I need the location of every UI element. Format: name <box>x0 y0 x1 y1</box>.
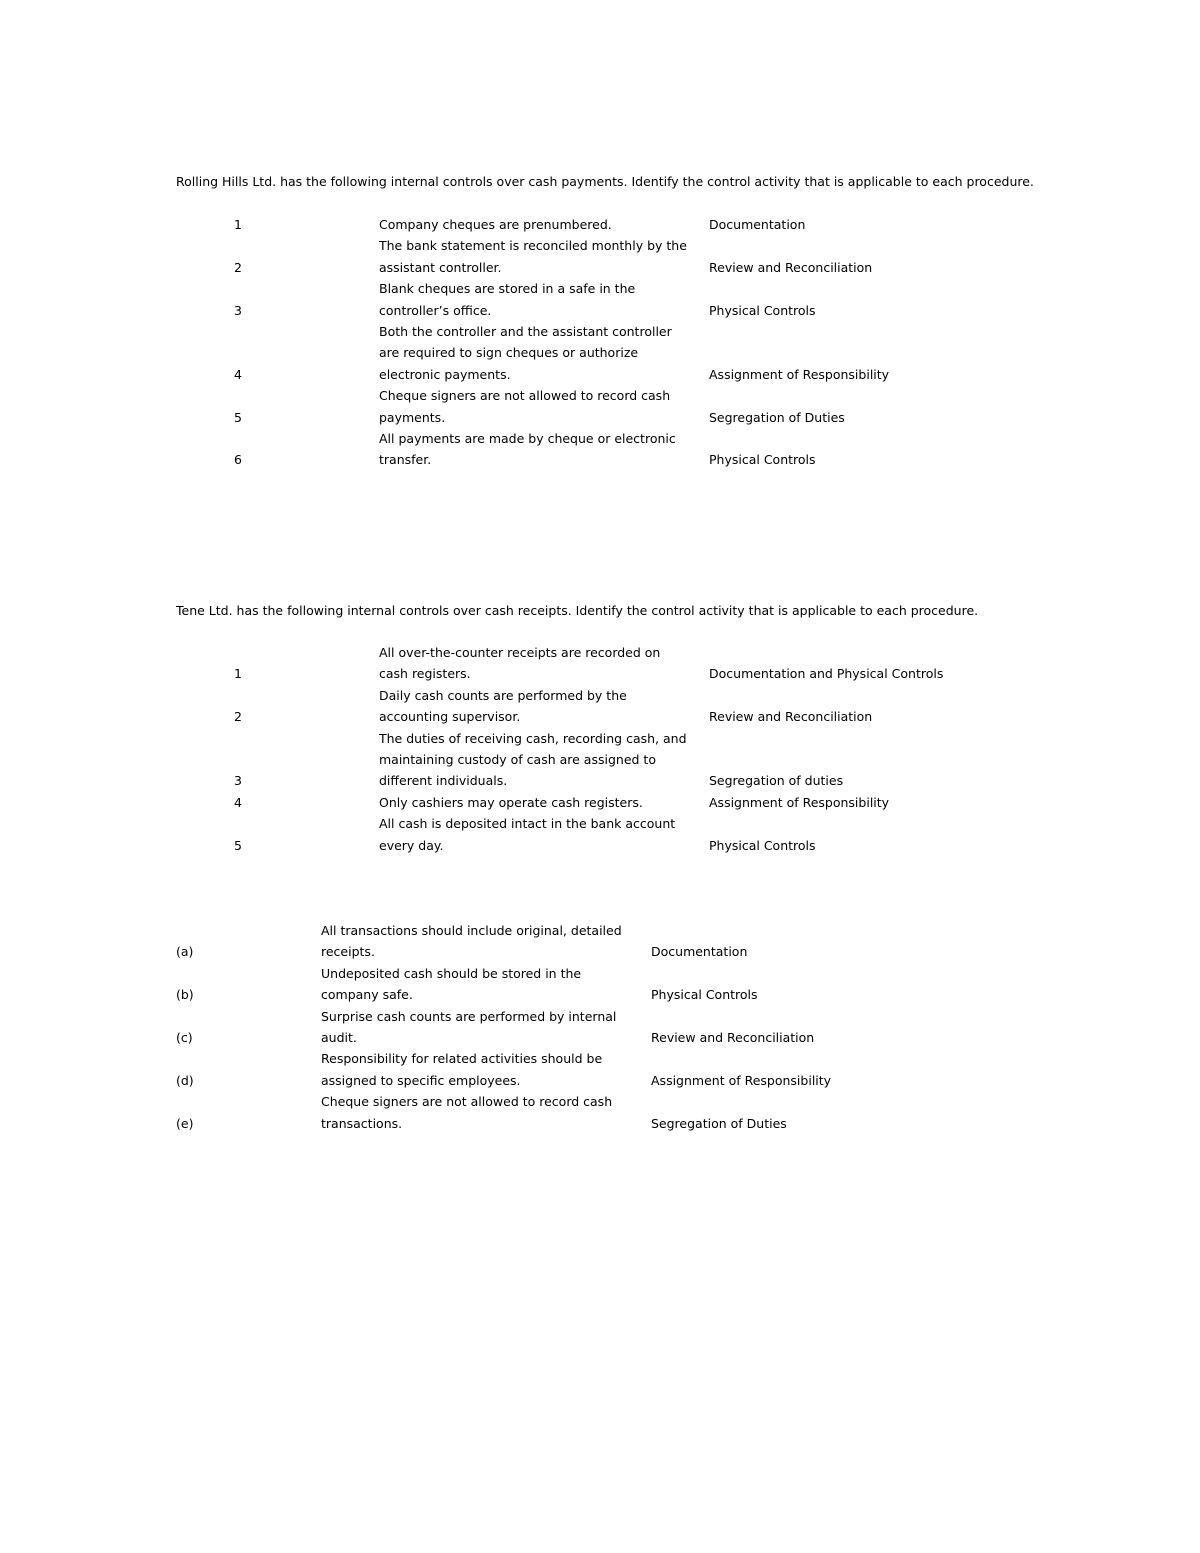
procedure-row <box>0 1006 1200 1049</box>
procedure-number: 5 <box>234 409 242 425</box>
control-activity: Physical Controls <box>709 452 816 468</box>
procedure-row <box>0 963 1200 1006</box>
procedure-row <box>0 385 1200 428</box>
procedure-row <box>0 1091 1200 1134</box>
control-activity: Assignment of Responsibility <box>709 366 890 382</box>
procedure-description-line: All over-the-counter receipts are recorded on <box>379 645 661 660</box>
procedure-number: 2 <box>234 259 242 275</box>
procedure-row <box>0 642 1200 685</box>
control-activity: Segregation of Duties <box>709 409 845 425</box>
procedure-description-line: Both the controller and the assistant controller <box>379 324 672 340</box>
procedure-description-line: Daily cash counts are performed by the <box>379 687 627 703</box>
procedure-description-line: The duties of receiving cash, recording cash, and <box>379 730 687 746</box>
procedure-description <box>321 963 651 1006</box>
procedure-description-line: receipts. <box>321 944 375 960</box>
procedure-description-line: every day. <box>379 837 444 853</box>
control-activity: Assignment of Responsibility <box>651 1072 832 1088</box>
procedure-row <box>0 214 1200 235</box>
procedure-description <box>379 278 709 321</box>
procedure-description <box>379 642 709 685</box>
procedure-row <box>0 428 1200 471</box>
procedure-number: 5 <box>234 837 242 853</box>
procedure-description <box>379 214 709 235</box>
procedure-description <box>379 685 709 728</box>
procedure-description-line: Company cheques are prenumbered. <box>379 217 612 232</box>
procedure-description <box>379 385 709 428</box>
procedure-row <box>0 728 1200 792</box>
procedure-description-line: All cash is deposited intact in the bank account <box>379 816 676 832</box>
procedure-row <box>0 920 1200 963</box>
procedure-description-line: maintaining custody of cash are assigned to <box>379 752 656 768</box>
section2-table <box>0 642 1200 856</box>
procedure-description <box>379 321 709 385</box>
section1-intro: Rolling Hills Ltd. has the following internal controls over cash payments. Identify the control activity that is applicable to each procedure. <box>176 174 1034 189</box>
control-activity: Documentation and Physical Controls <box>709 666 944 682</box>
procedure-row <box>0 685 1200 728</box>
procedure-description-line: Only cashiers may operate cash registers. <box>379 794 643 810</box>
procedure-description <box>321 1006 651 1049</box>
procedure-description-line: cash registers. <box>379 666 471 682</box>
control-activity: Segregation of duties <box>709 773 844 789</box>
procedure-description-line: assistant controller. <box>379 259 502 275</box>
procedure-number: 1 <box>234 217 242 232</box>
procedure-number: 3 <box>234 302 242 318</box>
procedure-row <box>0 278 1200 321</box>
procedure-description <box>379 813 709 856</box>
procedure-description <box>321 1048 651 1091</box>
procedure-description-line: The bank statement is reconciled monthly by the <box>379 238 687 254</box>
procedure-number: (b) <box>176 987 194 1003</box>
procedure-description-line: electronic payments. <box>379 366 511 382</box>
procedure-description-line: Undeposited cash should be stored in the <box>321 965 582 981</box>
procedure-description-line: Surprise cash counts are performed by internal <box>321 1008 617 1024</box>
control-activity: Documentation <box>709 217 806 232</box>
procedure-description <box>379 235 709 278</box>
procedure-number: 6 <box>234 452 242 468</box>
procedure-description-line: payments. <box>379 409 446 425</box>
procedure-row <box>0 792 1200 813</box>
procedure-description-line: transactions. <box>321 1115 403 1131</box>
procedure-description-line: All payments are made by cheque or electronic <box>379 431 676 447</box>
procedure-number: (d) <box>176 1072 194 1088</box>
procedure-row <box>0 235 1200 278</box>
section2-intro: Tene Ltd. has the following internal controls over cash receipts. Identify the control activity that is applicable to each procedure. <box>176 603 979 618</box>
procedure-number: 1 <box>234 666 242 682</box>
procedure-row <box>0 321 1200 385</box>
procedure-description-line: transfer. <box>379 452 432 468</box>
procedure-description <box>379 792 709 813</box>
procedure-description-line: assigned to specific employees. <box>321 1072 521 1088</box>
control-activity: Segregation of Duties <box>651 1115 787 1131</box>
section1-table <box>0 214 1200 471</box>
control-activity: Review and Reconciliation <box>651 1030 815 1046</box>
section3-table <box>0 920 1200 1134</box>
procedure-description <box>321 920 651 963</box>
procedure-number: 4 <box>234 366 242 382</box>
procedure-description-line: Cheque signers are not allowed to record cash <box>379 388 671 404</box>
procedure-description-line: are required to sign cheques or authorize <box>379 345 639 361</box>
procedure-description-line: controller’s office. <box>379 302 492 318</box>
control-activity: Review and Reconciliation <box>709 259 873 275</box>
procedure-number: (c) <box>176 1030 193 1046</box>
control-activity: Review and Reconciliation <box>709 709 873 725</box>
control-activity: Documentation <box>651 944 748 960</box>
control-activity: Physical Controls <box>709 302 816 318</box>
procedure-number: 3 <box>234 773 242 789</box>
control-activity: Physical Controls <box>651 987 758 1003</box>
procedure-description-line: Responsibility for related activities should be <box>321 1051 603 1067</box>
procedure-row <box>0 813 1200 856</box>
procedure-description <box>379 728 709 792</box>
procedure-description-line: accounting supervisor. <box>379 709 521 725</box>
procedure-number: (a) <box>176 944 194 960</box>
procedure-description <box>321 1091 651 1134</box>
control-activity: Assignment of Responsibility <box>709 794 890 810</box>
procedure-number: (e) <box>176 1115 194 1131</box>
procedure-description-line: different individuals. <box>379 773 508 789</box>
procedure-row <box>0 1048 1200 1091</box>
procedure-description-line: company safe. <box>321 987 413 1003</box>
procedure-number: 2 <box>234 709 242 725</box>
procedure-description-line: Blank cheques are stored in a safe in the <box>379 281 636 297</box>
procedure-description-line: Cheque signers are not allowed to record cash <box>321 1094 613 1110</box>
procedure-description-line: audit. <box>321 1030 357 1046</box>
procedure-description-line: All transactions should include original, detailed <box>321 923 622 938</box>
control-activity: Physical Controls <box>709 837 816 853</box>
procedure-description <box>379 428 709 471</box>
procedure-number: 4 <box>234 794 242 810</box>
